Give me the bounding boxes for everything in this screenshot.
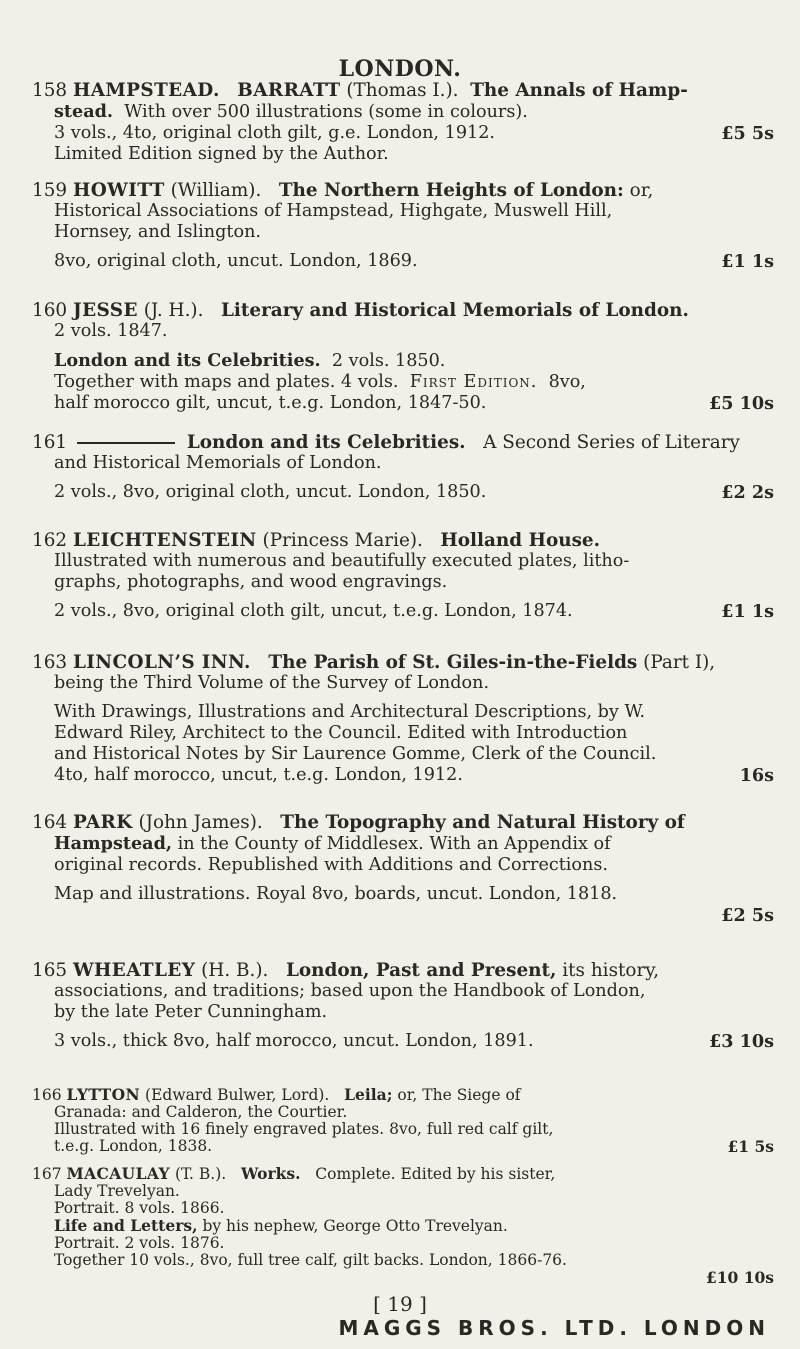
- lot-format: 2 vols., 8vo, original cloth, uncut. London, 1850.: [54, 482, 487, 502]
- lot-number: 159: [32, 180, 68, 201]
- lot-format: 3 vols., 4to, original cloth gilt, g.e. London, 1912.: [54, 123, 495, 143]
- lot-description-cont: Lady Trevelyan.: [54, 1182, 180, 1200]
- lot-format: half morocco gilt, uncut, t.e.g. London, 1847-50.: [54, 393, 487, 413]
- entry-165: [32, 960, 774, 1052]
- lot-price: £1 5s: [727, 1137, 774, 1156]
- lot-description-cont: original records. Republished with Additions and Corrections.: [54, 855, 608, 875]
- lot-author-given: (Edward Bulwer, Lord).: [145, 1086, 330, 1104]
- lot-description: in the County of Middlesex. With an Appendix of: [177, 834, 611, 854]
- lot-title: Works.: [241, 1164, 301, 1183]
- lot-title-cont: Hampstead,: [54, 833, 172, 854]
- lot-author-given: (T. B.).: [174, 1165, 227, 1183]
- lot-format: 8vo, original cloth, uncut. London, 1869.: [54, 251, 418, 271]
- lot-description-cont: by his nephew, George Otto Trevelyan.: [202, 1217, 508, 1235]
- lot-title-cont: Hornsey, and Islington.: [54, 222, 261, 242]
- lot-author: HAMPSTEAD.: [72, 80, 220, 101]
- lot-price: £2 5s: [721, 905, 774, 926]
- lot-format: 4to, half morocco, uncut, t.e.g. London, 1912.: [54, 765, 463, 785]
- lot-price: £2 2s: [721, 482, 774, 503]
- lot-author-second: BARRATT: [237, 80, 341, 101]
- lot-title: The Parish of St. Giles-in-the-Fields: [268, 652, 638, 673]
- lot-description: Complete. Edited by his sister,: [315, 1165, 556, 1183]
- lot-title: The Annals of Hamp-: [470, 80, 688, 101]
- lot-title: London and its Celebrities.: [186, 432, 466, 453]
- publisher-footer: MAGGS BROS. LTD. LONDON: [338, 1316, 770, 1340]
- lot-together: Together 10 vols., 8vo, full tree calf, gilt backs. London, 1866-76.: [54, 1251, 567, 1269]
- lot-number: 160: [32, 300, 68, 321]
- lot-volumes: 2 vols. 1847.: [54, 321, 168, 341]
- lot-author: LYTTON: [66, 1085, 141, 1104]
- entry-163: [32, 652, 774, 786]
- lot-format: t.e.g. London, 1838.: [54, 1137, 213, 1155]
- lot-portrait: Portrait. 8 vols. 1866.: [54, 1199, 225, 1217]
- lot-title-cont: stead.: [54, 101, 114, 122]
- lot-format: 3 vols., thick 8vo, half morocco, uncut. London, 1891.: [54, 1031, 534, 1051]
- entry-162: [32, 530, 774, 622]
- lot-description: Illustrated with 16 finely engraved plates. 8vo, full red calf gilt,: [54, 1120, 554, 1138]
- entry-159: [32, 180, 774, 272]
- entry-167: [32, 1165, 774, 1286]
- lot-description-cont: Edward Riley, Architect to the Council. Edited with Introduction: [54, 723, 628, 743]
- lot-author-given: (Thomas I.).: [346, 80, 459, 101]
- lot-format: Map and illustrations. Royal 8vo, boards, uncut. London, 1818.: [54, 884, 618, 904]
- lot-title-second: Life and Letters,: [54, 1216, 198, 1235]
- lot-author-given: (William).: [170, 180, 262, 201]
- lot-author-given: (John James).: [138, 812, 263, 833]
- lot-title: The Northern Heights of London:: [278, 180, 624, 201]
- lot-number: 163: [32, 652, 68, 673]
- lot-price: £5 10s: [709, 393, 774, 414]
- lot-author: LINCOLN’S INN.: [72, 652, 251, 673]
- lot-price: £1 1s: [721, 601, 774, 622]
- lot-author-given: (Princess Marie).: [262, 530, 423, 551]
- lot-title: London, Past and Present,: [285, 960, 557, 981]
- lot-title: The Topography and Natural History of: [280, 812, 685, 833]
- lot-number: 167: [32, 1165, 62, 1183]
- lot-description-cont: and Historical Notes by Sir Laurence Gomme, Clerk of the Council.: [54, 744, 657, 764]
- lot-description: With over 500 illustrations (some in colours).: [124, 102, 528, 122]
- lot-title-cont: being the Third Volume of the Survey of London.: [54, 673, 490, 693]
- lot-title-rest: or, The Siege of: [397, 1086, 521, 1104]
- lot-price: £10 10s: [705, 1268, 774, 1287]
- lot-description-cont: by the late Peter Cunningham.: [54, 1002, 328, 1022]
- lot-number: 166: [32, 1086, 62, 1104]
- lot-title-cont: Granada: and Calderon, the Courtier.: [54, 1103, 348, 1121]
- lot-title: Literary and Historical Memorials of London.: [221, 300, 689, 321]
- page-number: [ 19 ]: [373, 1292, 427, 1316]
- lot-number: 164: [32, 812, 68, 833]
- lot-edition: First Edition.: [409, 372, 538, 392]
- lot-title-or: or,: [629, 180, 654, 201]
- lot-note: Limited Edition signed by the Author.: [54, 144, 389, 164]
- lot-together: Together with maps and plates. 4 vols.: [54, 372, 399, 392]
- lot-price: 16s: [739, 765, 774, 786]
- lot-author: JESSE: [72, 300, 138, 321]
- lot-author: HOWITT: [72, 180, 165, 201]
- lot-title-second: London and its Celebrities.: [54, 350, 321, 371]
- entry-158: [32, 80, 774, 165]
- lot-format: 2 vols., 8vo, original cloth gilt, uncut, t.e.g. London, 1874.: [54, 601, 573, 621]
- lot-description: With Drawings, Illustrations and Architectural Descriptions, by W.: [54, 702, 646, 722]
- lot-price: £1 1s: [721, 251, 774, 272]
- lot-number: 162: [32, 530, 68, 551]
- lot-description-cont: associations, and traditions; based upon the Handbook of London,: [54, 981, 646, 1001]
- lot-author: MACAULAY: [66, 1164, 171, 1183]
- entry-160: [32, 300, 774, 414]
- lot-price: £5 5s: [721, 123, 774, 144]
- entry-166-block: [32, 1086, 774, 1155]
- lot-number: 161: [32, 432, 68, 453]
- lot-description: its history,: [562, 960, 660, 981]
- lot-title-cont: Historical Associations of Hampstead, Highgate, Muswell Hill,: [54, 201, 613, 221]
- ditto-dash: [77, 442, 175, 444]
- lot-description: A Second Series of Literary: [483, 432, 740, 453]
- lot-description-cont: and Historical Memorials of London.: [54, 453, 382, 473]
- entry-164: [32, 812, 774, 926]
- page-heading: LONDON.: [338, 56, 462, 82]
- lot-title: Holland House.: [440, 530, 601, 551]
- lot-portrait: Portrait. 2 vols. 1876.: [54, 1234, 225, 1252]
- lot-number: 165: [32, 960, 68, 981]
- lot-binding: 8vo,: [548, 372, 586, 392]
- entry-161: [32, 432, 774, 503]
- lot-part: (Part I),: [643, 652, 716, 673]
- lot-title: Leila;: [344, 1085, 393, 1104]
- lot-number: 158: [32, 80, 68, 101]
- lot-price: £3 10s: [709, 1031, 774, 1052]
- lot-description-cont: graphs, photographs, and wood engravings.: [54, 572, 448, 592]
- lot-author: PARK: [72, 812, 133, 833]
- lot-author-given: (H. B.).: [201, 960, 269, 981]
- lot-author: LEICHTENSTEIN: [72, 530, 257, 551]
- lot-author: WHEATLEY: [72, 960, 196, 981]
- lot-author-given: (J. H.).: [143, 300, 204, 321]
- lot-volumes: 2 vols. 1850.: [331, 351, 446, 371]
- lot-description: Illustrated with numerous and beautifully executed plates, litho-: [54, 551, 630, 571]
